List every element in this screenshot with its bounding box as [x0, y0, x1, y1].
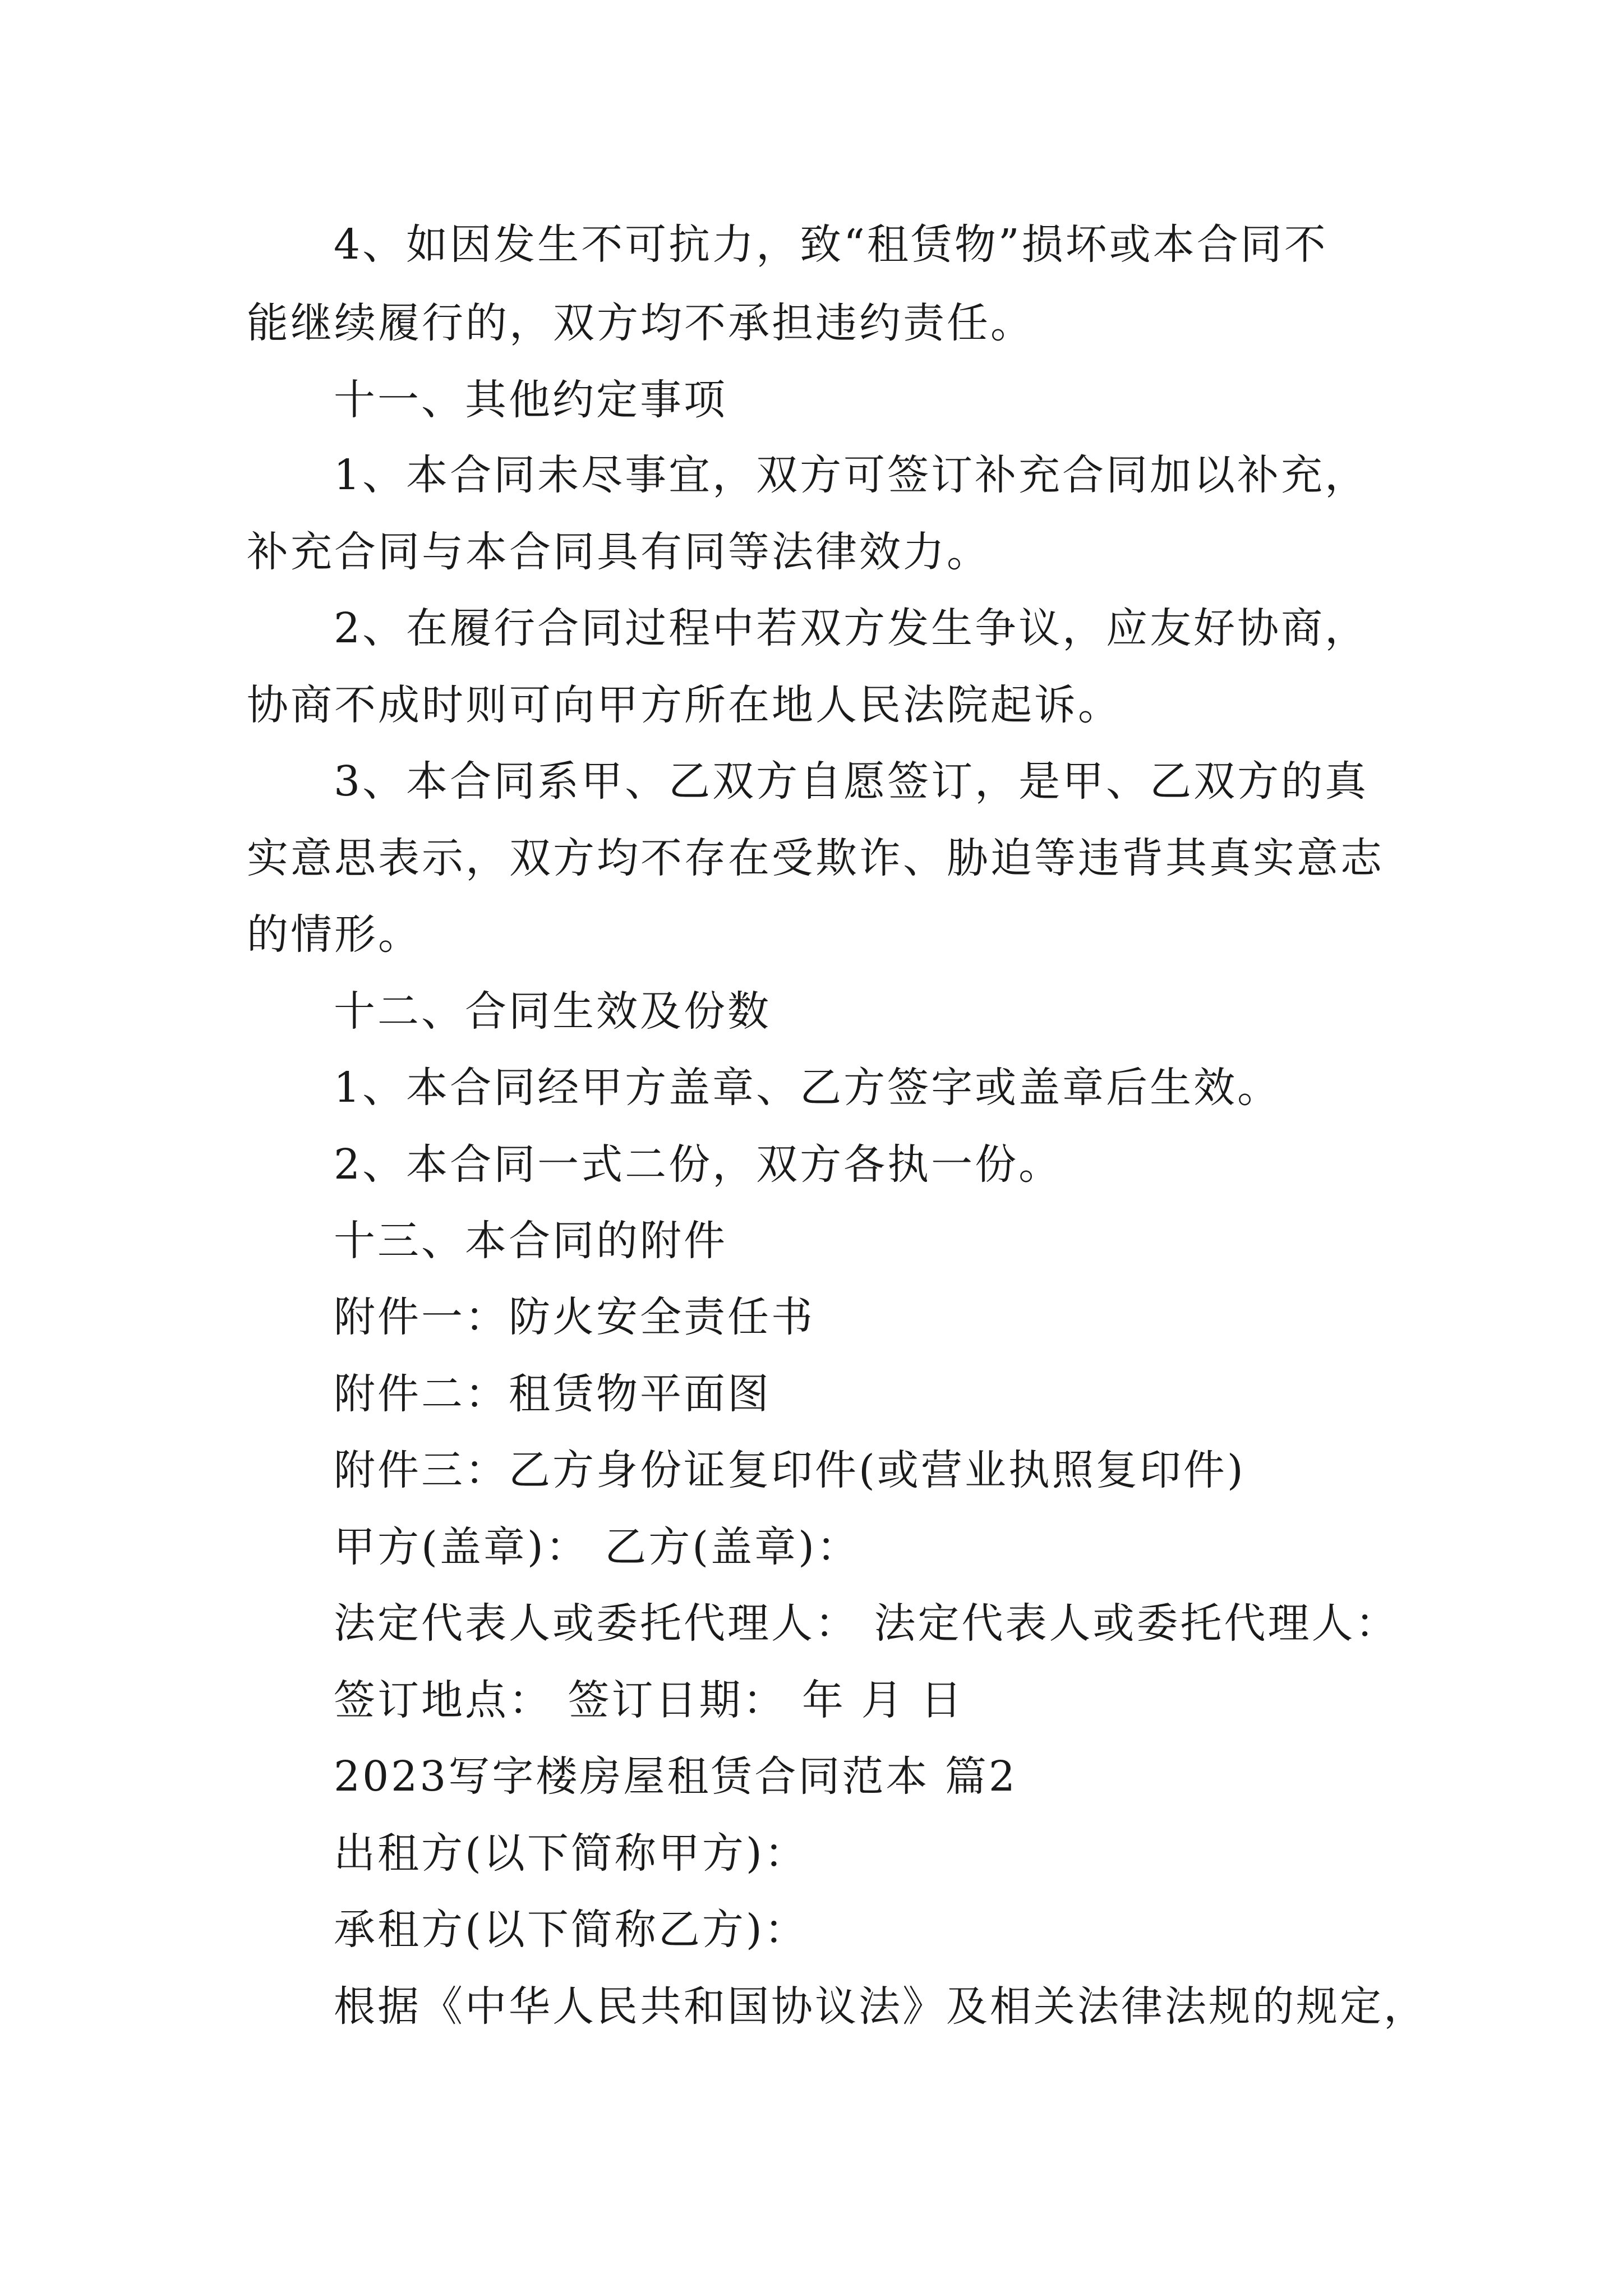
section-heading-11: 十一、其他约定事项	[334, 376, 727, 424]
text-line: 实意思表示，双方均不存在受欺诈、胁迫等违背其真实意志	[247, 834, 1384, 882]
party-line: 出租方(以下简称甲方)：	[334, 1829, 808, 1878]
attachment-line: 附件三：乙方身份证复印件(或营业执照复印件)	[334, 1446, 1246, 1494]
text-line: 的情形。	[247, 910, 422, 959]
attachment-line: 附件一：防火安全责任书	[334, 1293, 815, 1341]
text-line: 补充合同与本合同具有同等法律效力。	[247, 528, 990, 576]
section-heading-12: 十二、合同生效及份数	[334, 987, 771, 1036]
text-line: 1、本合同未尽事宜，双方可签订补充合同加以补充，	[334, 451, 1369, 499]
text-line: 根据《中华人民共和国协议法》及相关法律法规的规定，	[334, 1982, 1427, 2031]
signature-line: 法定代表人或委托代理人： 法定代表人或委托代理人：	[334, 1599, 1399, 1648]
attachment-line: 附件二：租赁物平面图	[334, 1370, 771, 1418]
text-line: 能继续履行的，双方均不承担违约责任。	[247, 299, 1034, 347]
text-line: 4、如因发生不可抗力，致“租赁物”损坏或本合同不	[334, 220, 1328, 269]
text-line: 2、本合同一式二份，双方各执一份。	[334, 1140, 1063, 1189]
party-line: 承租方(以下简称乙方)：	[334, 1906, 808, 1954]
text-line: 1、本合同经甲方盖章、乙方签字或盖章后生效。	[334, 1064, 1281, 1112]
signature-line: 签订地点： 签订日期： 年 月 日	[334, 1676, 965, 1724]
text-line: 2、在履行合同过程中若双方发生争议，应友好协商，	[334, 604, 1369, 652]
signature-line: 甲方(盖章)： 乙方(盖章)：	[334, 1523, 861, 1571]
section-heading-13: 十三、本合同的附件	[334, 1217, 727, 1265]
document-title: 2023写字楼房屋租赁合同范本 篇2	[334, 1752, 1017, 1801]
text-line: 3、本合同系甲、乙双方自愿签订，是甲、乙双方的真	[334, 757, 1369, 806]
text-line: 协商不成时则可向甲方所在地人民法院起诉。	[247, 681, 1122, 729]
